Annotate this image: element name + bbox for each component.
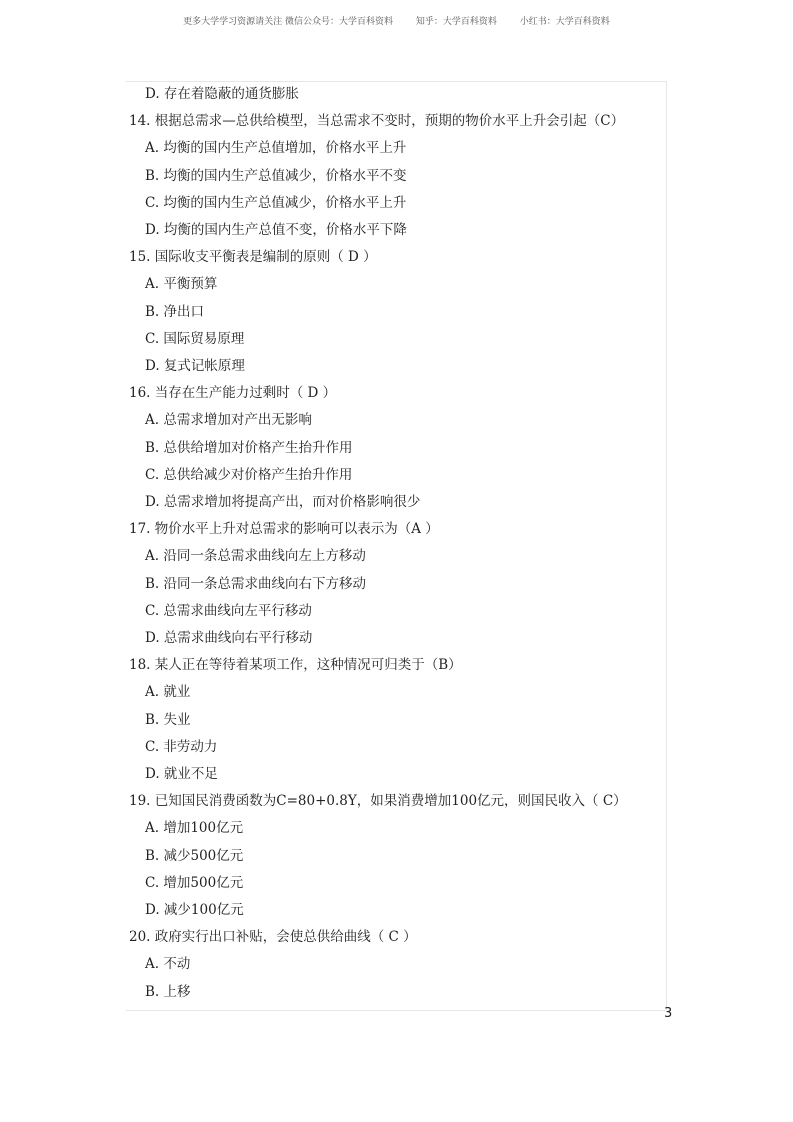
option-text: A. 沿同一条总需求曲线向左上方移动 [145, 548, 366, 565]
question-text: 16. 当存在生产能力过剩时（ D ） [129, 385, 337, 402]
question-text: 15. 国际收支平衡表是编制的原则（ D ） [129, 249, 377, 266]
option-text: C. 均衡的国内生产总值减少，价格水平上升 [145, 194, 407, 211]
page-number: 3 [664, 1006, 673, 1021]
option-text: C. 总供给减少对价格产生抬升作用 [145, 466, 353, 483]
question-text: 17. 物价水平上升对总需求的影响可以表示为（A ） [129, 521, 439, 538]
option-text: D. 总需求增加将提高产出，而对价格影响很少 [145, 494, 421, 510]
option-text: B. 均衡的国内生产总值减少，价格水平不变 [145, 167, 407, 184]
option-text: B. 沿同一条总需求曲线向右下方移动 [145, 575, 367, 592]
question-text: 20. 政府实行出口补贴，会使总供给曲线（ C ） [129, 929, 417, 946]
option-text: D. 减少100亿元 [145, 902, 244, 918]
option-text: A. 就业 [145, 684, 191, 701]
option-text: A. 均衡的国内生产总值增加，价格水平上升 [145, 140, 407, 157]
option-text: B. 净出口 [145, 303, 205, 320]
option-text: B. 总供给增加对价格产生抬升作用 [145, 439, 353, 456]
option-text: C. 总需求曲线向左平行移动 [145, 602, 312, 619]
option-text: C. 非劳动力 [145, 738, 218, 755]
option-text: B. 失业 [145, 711, 191, 728]
question-text: 14. 根据总需求—总供给模型，当总需求不变时，预期的物价水平上升会引起（C） [129, 113, 625, 130]
frame-right-rule [666, 81, 667, 1010]
frame-bottom-rule [126, 1010, 666, 1011]
question-text: 19. 已知国民消费函数为C=80+0.8Y，如果消费增加100亿元，则国民收入（ C） [129, 793, 627, 810]
option-text: A. 增加100亿元 [145, 820, 244, 837]
option-text: B. 上移 [145, 983, 191, 1000]
question-text: 18. 某人正在等待着某项工作，这种情况可归类于（B） [129, 657, 462, 674]
option-text: D. 总需求曲线向右平行移动 [145, 630, 313, 646]
option-text: A. 总需求增加对产出无影响 [145, 412, 312, 429]
option-text: D. 存在着隐蔽的通货膨胀 [145, 86, 299, 102]
option-text: D. 复式记帐原理 [145, 358, 245, 374]
option-text: C. 增加500亿元 [145, 874, 244, 891]
option-text: B. 减少500亿元 [145, 847, 244, 864]
page-header: 更多大学学习资源请关注 微信公众号：大学百科资料 知乎：大学百科资料 小红书：大学百科资料 [183, 17, 610, 27]
option-text: D. 就业不足 [145, 766, 218, 782]
option-text: A. 平衡预算 [145, 276, 218, 293]
option-text: D. 均衡的国内生产总值不变，价格水平下降 [145, 222, 407, 238]
option-text: A. 不动 [145, 956, 191, 973]
option-text: C. 国际贸易原理 [145, 330, 245, 347]
